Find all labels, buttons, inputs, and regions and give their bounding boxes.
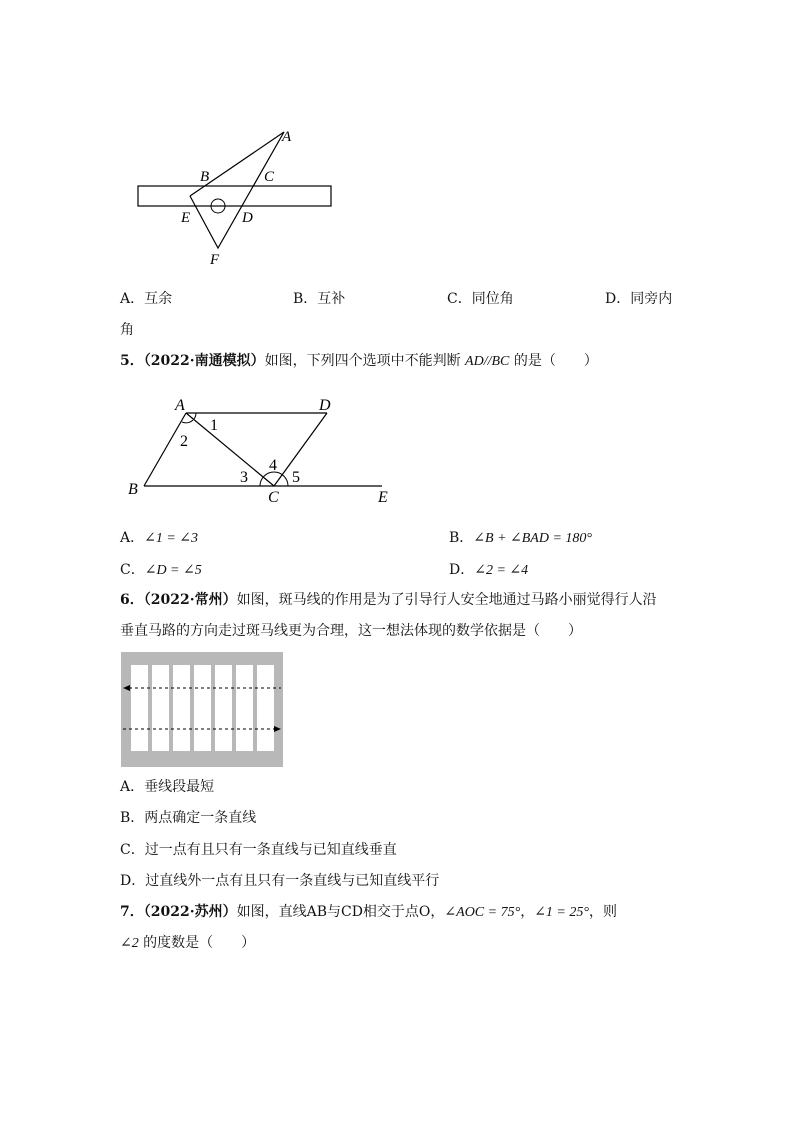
q5-stem: 5．（2022·南通模拟）如图，下列四个选项中不能判断 AD//BC 的是（ ） <box>120 353 598 369</box>
q5-option-a[interactable]: A．∠1 = ∠3 <box>120 530 199 546</box>
figure-zebra-crossing <box>121 652 283 767</box>
q5-option-c[interactable]: C．∠D = ∠5 <box>120 562 202 578</box>
label-A: A <box>175 397 185 414</box>
q6-option-d[interactable]: D．过直线外一点有且只有一条直线与已知直线平行 <box>120 873 440 889</box>
stripe <box>173 665 190 751</box>
angle-5: 5 <box>292 469 300 486</box>
stripe <box>215 665 232 751</box>
q4-option-d[interactable]: D．同旁内 <box>605 291 673 307</box>
q7-stem-line1: 7．（2022·苏州）如图，直线AB与CD相交于点O，∠AOC = 75°，∠1 = 25°，则 <box>120 904 617 920</box>
q4-option-b[interactable]: B．互补 <box>293 291 346 307</box>
ruler <box>138 186 331 206</box>
q4-option-d-wrap: 角 <box>120 322 134 338</box>
angle-3: 3 <box>240 469 248 486</box>
label-B: B <box>128 481 138 498</box>
stripe <box>152 665 169 751</box>
q4-option-c[interactable]: C．同位角 <box>447 291 514 307</box>
q6-stem-line1: 6．（2022·常州）如图，斑马线的作用是为了引导行人安全地通过马路小丽觉得行人沿 <box>120 592 657 608</box>
q4-option-a[interactable]: A．互余 <box>120 291 173 307</box>
stripe <box>131 665 148 751</box>
q7-stem-line2: ∠2 的度数是（ ） <box>120 935 256 951</box>
label-F: F <box>210 252 220 268</box>
label-D: D <box>319 397 331 414</box>
label-A: A <box>282 129 292 145</box>
label-B: B <box>200 169 210 185</box>
label-C: C <box>264 169 275 185</box>
figure-parallelogram <box>120 390 400 510</box>
q6-option-c[interactable]: C．过一点有且只有一条直线与已知直线垂直 <box>120 842 397 858</box>
q6-option-b[interactable]: B．两点确定一条直线 <box>120 810 257 826</box>
triangle <box>190 132 284 248</box>
figure-ruler-triangle <box>130 120 350 270</box>
label-E: E <box>378 489 388 506</box>
label-D: D <box>242 210 253 226</box>
stripe <box>194 665 211 751</box>
q6-option-a[interactable]: A．垂线段最短 <box>120 779 215 795</box>
stripe <box>257 665 274 751</box>
label-C: C <box>268 489 279 506</box>
q6-stem-line2: 垂直马路的方向走过斑马线更为合理，这一想法体现的数学依据是（ ） <box>120 623 582 639</box>
angle-4: 4 <box>269 457 277 474</box>
angle-2: 2 <box>180 433 188 450</box>
q5-option-d[interactable]: D．∠2 = ∠4 <box>449 562 529 578</box>
q5-option-b[interactable]: B．∠B + ∠BAD = 180° <box>449 530 593 546</box>
label-E: E <box>181 210 191 226</box>
angle-1: 1 <box>210 417 218 434</box>
stripe <box>236 665 253 751</box>
